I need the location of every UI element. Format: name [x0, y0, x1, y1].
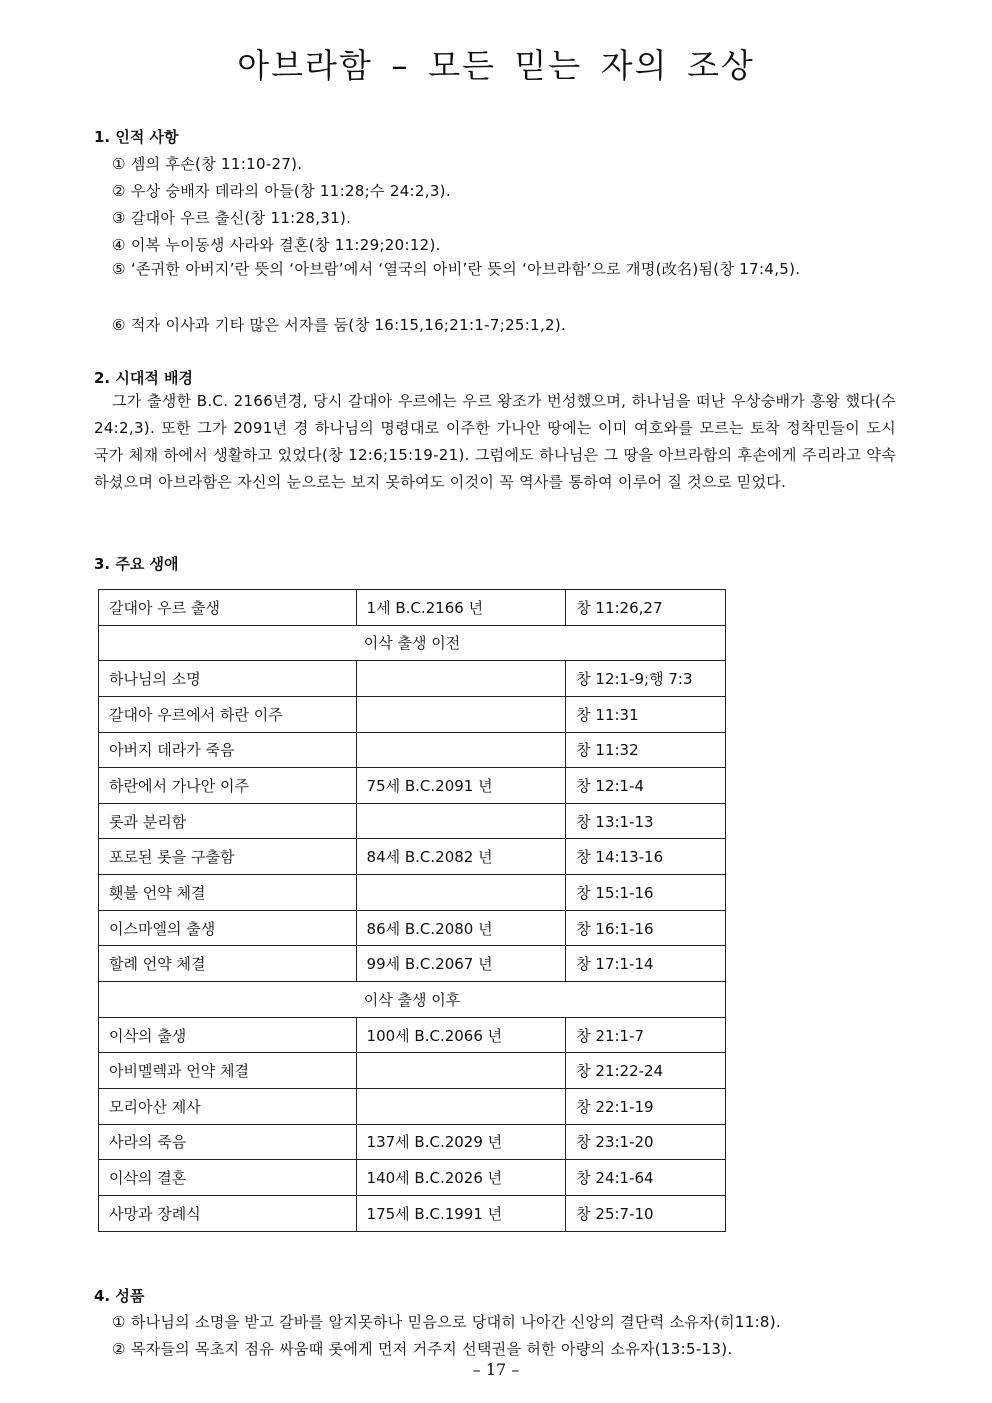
- event-cell: 이삭의 결혼: [99, 1160, 357, 1196]
- event-cell: 포로된 롯을 구출함: [99, 839, 357, 875]
- age-cell: 140세 B.C.2026 년: [356, 1160, 566, 1196]
- reference-cell: 창 21:22-24: [566, 1053, 726, 1089]
- age-cell: 84세 B.C.2082 년: [356, 839, 566, 875]
- age-cell: 75세 B.C.2091 년: [356, 768, 566, 804]
- table-row: [99, 1124, 726, 1160]
- personal-item-1: ① 셈의 후손(창 11:10-27).: [112, 155, 303, 173]
- age-cell: 86세 B.C.2080 년: [356, 910, 566, 946]
- reference-cell: 창 12:1-9;행 7:3: [566, 661, 726, 697]
- table-row: [99, 946, 726, 982]
- personal-item-2: ② 우상 숭배자 데라의 아들(창 11:28;수 24:2,3).: [112, 182, 451, 200]
- table-row: [99, 768, 726, 804]
- reference-cell: 창 11:26,27: [566, 590, 726, 626]
- character-item-2: ② 목자들의 목초지 점유 싸움때 롯에게 먼저 거주지 선택권을 허한 아량의 소유자(13:5-13).: [112, 1340, 733, 1358]
- age-cell: [356, 732, 566, 768]
- reference-cell: 창 25:7-10: [566, 1195, 726, 1231]
- reference-cell: 창 15:1-16: [566, 875, 726, 911]
- page-number: – 17 –: [472, 1360, 520, 1379]
- period-divider-cell: 이삭 출생 이전: [99, 625, 726, 661]
- table-row: [99, 590, 726, 626]
- reference-cell: 창 11:32: [566, 732, 726, 768]
- event-cell: 할례 언약 체결: [99, 946, 357, 982]
- reference-cell: 창 22:1-19: [566, 1088, 726, 1124]
- table-row: [99, 803, 726, 839]
- page-title: 아브라함 – 모든 믿는 자의 조상: [237, 46, 755, 85]
- table-row: [99, 839, 726, 875]
- age-cell: 99세 B.C.2067 년: [356, 946, 566, 982]
- period-divider-cell: 이삭 출생 이후: [99, 982, 726, 1018]
- reference-cell: 창 11:31: [566, 696, 726, 732]
- age-cell: [356, 803, 566, 839]
- event-cell: 아버지 데라가 죽음: [99, 732, 357, 768]
- table-row: [99, 982, 726, 1018]
- age-cell: [356, 1053, 566, 1089]
- table-row: [99, 732, 726, 768]
- table-row: [99, 1053, 726, 1089]
- age-cell: [356, 875, 566, 911]
- age-cell: 100세 B.C.2066 년: [356, 1017, 566, 1053]
- table-row: [99, 1160, 726, 1196]
- table-row: [99, 696, 726, 732]
- event-cell: 하나님의 소명: [99, 661, 357, 697]
- reference-cell: 창 21:1-7: [566, 1017, 726, 1053]
- age-cell: [356, 696, 566, 732]
- section-heading-background: 2. 시대적 배경: [94, 369, 194, 387]
- table-row: [99, 910, 726, 946]
- reference-cell: 창 23:1-20: [566, 1124, 726, 1160]
- event-cell: 갈대아 우르에서 하란 이주: [99, 696, 357, 732]
- event-cell: 모리아산 제사: [99, 1088, 357, 1124]
- table-row: [99, 1195, 726, 1231]
- life-timeline-table: [98, 589, 726, 1232]
- event-cell: 아비멜렉과 언약 체결: [99, 1053, 357, 1089]
- section-heading-life: 3. 주요 생애: [94, 555, 179, 573]
- event-cell: 이삭의 출생: [99, 1017, 357, 1053]
- character-item-1: ① 하나님의 소명을 받고 갈바를 알지못하나 믿음으로 당대히 나아간 신앙의 결단력 소유자(히11:8).: [112, 1313, 781, 1331]
- table-row: [99, 625, 726, 661]
- reference-cell: 창 17:1-14: [566, 946, 726, 982]
- personal-item-4: ④ 이복 누이동생 사라와 결혼(창 11:29;20:12).: [112, 236, 441, 254]
- personal-item-5: ⑤ ‘존귀한 아버지’란 뜻의 ‘아브람’에서 ‘열국의 아비’란 뜻의 ‘아브라함’으로 개명(改名)됨(창 17:4,5).: [112, 260, 801, 278]
- personal-item-3: ③ 갈대아 우르 출신(창 11:28,31).: [112, 209, 352, 227]
- reference-cell: 창 12:1-4: [566, 768, 726, 804]
- reference-cell: 창 13:1-13: [566, 803, 726, 839]
- table-row: [99, 1088, 726, 1124]
- age-cell: 1세 B.C.2166 년: [356, 590, 566, 626]
- age-cell: [356, 1088, 566, 1124]
- table-row: [99, 661, 726, 697]
- age-cell: [356, 661, 566, 697]
- table-row: [99, 875, 726, 911]
- background-paragraph: 그가 출생한 B.C. 2166년경, 당시 갈대아 우르에는 우르 왕조가 번성했으며, 하나님을 떠난 우상숭배가 흥왕 했다(수24:2,3). 또한 그가 2091년 경 하나님의 명령대로 이주한 가나안 땅에는 이미 여호와를 모르는 토착 정착민들이 도시 국가 체재 하에서 생활하고 있었다(창 12:6;15:19-21). 그럼에도 하나님은 그 땅을 아브라함의 후손에게 주리라고 약속하셨으며 아브라함은 자신의 눈으로는 보지 못하여도 이것이 꼭 역사를 통하여 이루어 질 것으로 믿었다.: [94, 392, 896, 491]
- event-cell: 사망과 장례식: [99, 1195, 357, 1231]
- reference-cell: 창 16:1-16: [566, 910, 726, 946]
- section-heading-character: 4. 성품: [94, 1287, 145, 1305]
- event-cell: 이스마엘의 출생: [99, 910, 357, 946]
- table-row: [99, 1017, 726, 1053]
- event-cell: 사라의 죽음: [99, 1124, 357, 1160]
- reference-cell: 창 24:1-64: [566, 1160, 726, 1196]
- event-cell: 횃불 언약 체결: [99, 875, 357, 911]
- event-cell: 롯과 분리함: [99, 803, 357, 839]
- age-cell: 137세 B.C.2029 년: [356, 1124, 566, 1160]
- age-cell: 175세 B.C.1991 년: [356, 1195, 566, 1231]
- section-heading-personal: 1. 인적 사항: [94, 128, 179, 146]
- event-cell: 하란에서 가나안 이주: [99, 768, 357, 804]
- reference-cell: 창 14:13-16: [566, 839, 726, 875]
- event-cell: 갈대아 우르 출생: [99, 590, 357, 626]
- personal-item-6: ⑥ 적자 이사과 기타 많은 서자를 둠(창 16:15,16;21:1-7;25:1,2).: [112, 316, 567, 334]
